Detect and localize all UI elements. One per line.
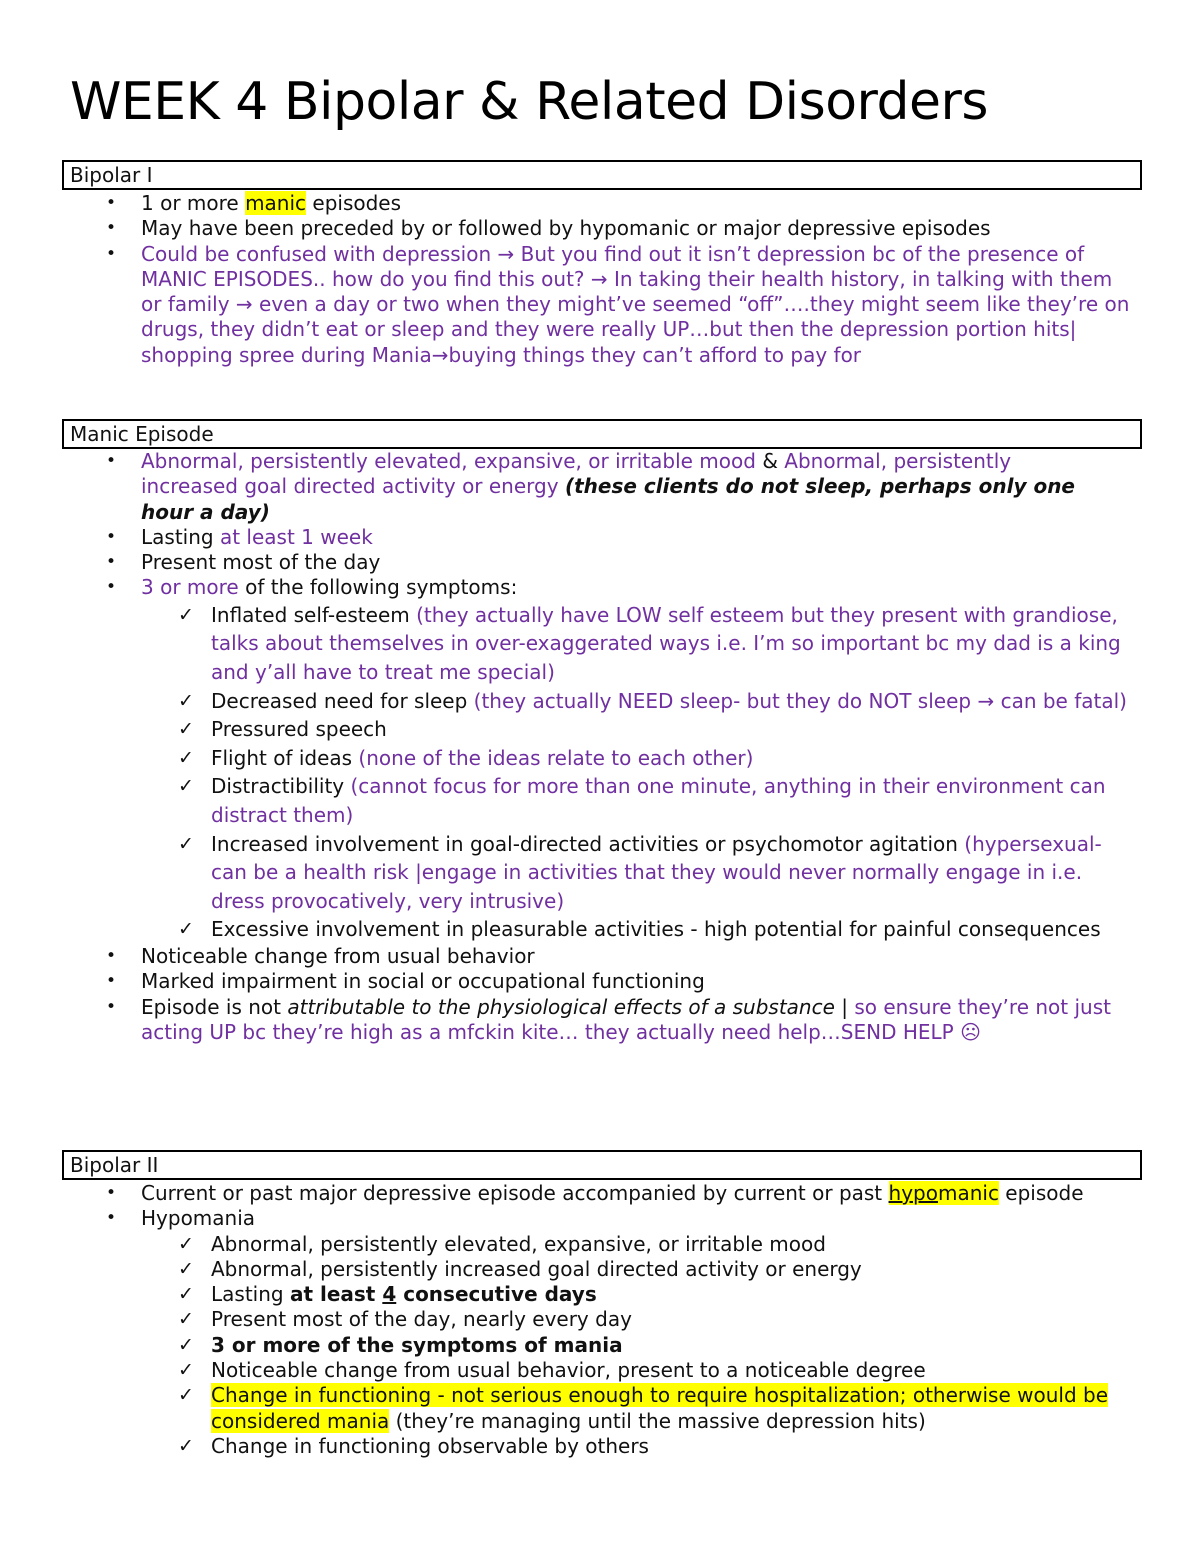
- checkmark-icon: ✓: [178, 1257, 194, 1280]
- check-item: [0, 1257, 1131, 1282]
- checkmark-icon: ✓: [178, 1434, 194, 1457]
- list-item: [0, 995, 1116, 1046]
- check-item: [0, 1383, 1131, 1434]
- item-text: of the following symptoms:: [238, 575, 518, 600]
- checkmark-icon: ✓: [178, 603, 194, 626]
- item-text: |: [834, 994, 855, 1019]
- note-text: Could be confused with depression: [141, 241, 498, 266]
- list-item: [0, 575, 1121, 600]
- bullet-dot-icon: •: [106, 996, 117, 1017]
- list-item: [0, 449, 1106, 525]
- check-item: [0, 687, 1131, 716]
- check-item: [0, 1358, 1131, 1383]
- item-text: Present most of the day, nearly every day: [211, 1307, 632, 1332]
- note-text: Abnormal, persistently elevated, expansive, or irritable mood: [141, 449, 763, 473]
- item-text: Excessive involvement in pleasurable activities - high potential for painful consequences: [211, 917, 1101, 942]
- item-text: Abnormal, persistently increased goal directed activity or energy: [211, 1256, 862, 1281]
- note-text: buying things they can’t afford to pay for: [448, 342, 862, 367]
- page-title: WEEK 4 Bipolar & Related Disorders: [70, 72, 988, 132]
- checkmark-icon: ✓: [178, 1384, 194, 1407]
- item-text: Episode is not: [141, 994, 288, 1019]
- list-item: [0, 525, 1121, 550]
- bullet-dot-icon: •: [106, 1183, 117, 1203]
- list-item: [0, 191, 1121, 216]
- right-arrow-icon: →: [977, 688, 995, 713]
- list-item: [0, 1206, 1121, 1231]
- item-text: &: [762, 449, 778, 473]
- note-text: (cannot focus for more than one minute, anything in their environment can distract them): [211, 774, 1106, 827]
- item-text: Decreased need for sleep: [211, 688, 474, 713]
- italic-text: attributable to the physiological effects of a substance: [287, 994, 835, 1019]
- highlighted-text: manic: [245, 191, 307, 215]
- checkmark-icon: ✓: [178, 1333, 194, 1356]
- item-text: Lasting: [141, 524, 220, 549]
- list-item: [0, 550, 1121, 575]
- list-item: [0, 1181, 1121, 1206]
- right-arrow-icon: →: [497, 241, 515, 266]
- bullet-dot-icon: •: [106, 451, 117, 471]
- section-heading-bipolar-2: Bipolar II: [62, 1150, 1142, 1180]
- item-text: Marked impairment in social or occupational functioning: [141, 969, 705, 994]
- bullet-dot-icon: •: [106, 1208, 117, 1229]
- checkmark-icon: ✓: [178, 918, 194, 941]
- check-item: [0, 744, 1131, 773]
- check-item: [0, 1434, 1131, 1459]
- item-text: Flight of ideas: [211, 745, 359, 770]
- item-text: Change in functioning observable by others: [211, 1433, 649, 1458]
- item-text: Hypomania: [141, 1206, 256, 1231]
- item-text: Distractibility: [211, 774, 351, 799]
- checkmark-icon: ✓: [178, 689, 194, 712]
- item-text: 1 or more: [141, 191, 246, 215]
- checkmark-icon: ✓: [178, 832, 194, 855]
- note-text: even a day or two when they might’ve seemed “off”….they might seem like they’re on drugs, they didn’t eat or sleep and they were really UP…but then the depression portion hits| shopping spree during Mania: [141, 292, 1130, 367]
- bold-text: 3 or more of the symptoms of mania: [211, 1332, 623, 1357]
- checkmark-icon: ✓: [178, 746, 194, 769]
- list-item: [0, 242, 1136, 368]
- list-item: [0, 944, 1121, 969]
- check-item: [0, 915, 1131, 944]
- check-item: [0, 1232, 1131, 1257]
- bullet-dot-icon: •: [106, 526, 117, 547]
- note-text: (they actually have LOW self esteem but they present with grandiose, talks about themselves in over-exaggerated ways i.e. I’m so important bc my dad is a king and y’all have to treat me special): [211, 602, 1121, 684]
- checkmark-icon: ✓: [178, 775, 194, 798]
- item-text: Increased involvement in goal-directed activities or psychomotor agitation: [211, 831, 965, 856]
- note-text: Abnormal, persistently increased goal directed activity or energy: [141, 449, 1012, 499]
- note-text: at least 1 week: [219, 524, 373, 549]
- note-text: In taking their health history, in talking with them or family: [141, 266, 1113, 317]
- item-text: (they’re managing until the massive depression hits): [389, 1408, 926, 1433]
- section-heading-manic-episode: Manic Episode: [62, 419, 1142, 449]
- check-item: [0, 772, 1131, 829]
- note-text: (they actually NEED sleep- but they do NOT sleep: [473, 688, 978, 713]
- bullet-dot-icon: •: [106, 193, 117, 213]
- check-item: [0, 601, 1131, 687]
- highlighted-text: Change in functioning - not serious enough to require hospitalization; otherwise would be considered mania: [211, 1383, 1109, 1433]
- bold-text: consecutive days: [396, 1282, 597, 1307]
- item-text: episode: [998, 1181, 1084, 1205]
- bullet-dot-icon: •: [106, 243, 117, 264]
- item-text: Present most of the day: [141, 550, 381, 575]
- bullet-dot-icon: •: [106, 577, 117, 598]
- item-text: Noticeable change from usual behavior, present to a noticeable degree: [211, 1358, 926, 1383]
- note-text: can be fatal): [994, 688, 1127, 713]
- item-text: Abnormal, persistently elevated, expansive, or irritable mood: [211, 1231, 826, 1256]
- item-text: Lasting: [211, 1282, 290, 1307]
- bold-text: at least: [289, 1282, 383, 1307]
- right-arrow-icon: →: [431, 342, 449, 367]
- checkmark-icon: ✓: [178, 1308, 194, 1331]
- check-item: [0, 715, 1131, 744]
- check-item: [0, 830, 1131, 916]
- check-item: [0, 1282, 1131, 1307]
- item-text: Inflated self-esteem: [211, 602, 417, 627]
- sad-face-icon: ☹: [960, 1019, 981, 1044]
- item-text: May have been preceded by or followed by hypomanic or major depressive episodes: [141, 216, 991, 241]
- note-text: (none of the ideas relate to each other): [358, 745, 754, 770]
- bullet-dot-icon: •: [106, 971, 117, 992]
- item-text: Current or past major depressive episode accompanied by current or past: [141, 1181, 889, 1205]
- highlighted-text: hypo: [888, 1181, 938, 1205]
- item-text: Pressured speech: [211, 717, 387, 742]
- emphasis-text: (these clients do not sleep, perhaps only one hour a day): [141, 474, 1075, 524]
- bullet-dot-icon: •: [106, 945, 117, 966]
- checkmark-icon: ✓: [178, 1359, 194, 1382]
- note-text: (hypersexual- can be a health risk |engage in activities that they would never normally engage in i.e. dress provocatively, very intrusive): [211, 831, 1102, 913]
- list-item: [0, 216, 1121, 241]
- note-text: so ensure they’re not just acting UP bc they’re high as a mfckin kite… they actually need help…SEND HELP: [141, 994, 1111, 1044]
- bold-text: 4: [382, 1282, 397, 1307]
- bullet-dot-icon: •: [106, 552, 117, 573]
- manic-episode-list: [0, 449, 1200, 1045]
- checkmark-icon: ✓: [178, 1232, 194, 1255]
- checkmark-icon: ✓: [178, 718, 194, 741]
- bullet-dot-icon: •: [106, 218, 117, 239]
- section-heading-bipolar-1: Bipolar I: [62, 160, 1142, 190]
- right-arrow-icon: →: [235, 292, 253, 317]
- checkmark-icon: ✓: [178, 1283, 194, 1306]
- right-arrow-icon: →: [590, 266, 608, 291]
- note-text: But you find out it isn’t depression bc of the presence of MANIC EPISODES.. how do you find this out?: [141, 241, 1085, 291]
- item-text: episodes: [306, 191, 402, 215]
- list-item: [0, 969, 1121, 994]
- check-item: [0, 1333, 1131, 1358]
- check-item: [0, 1307, 1131, 1332]
- item-text: Noticeable change from usual behavior: [141, 943, 535, 968]
- bipolar-2-list: [0, 1181, 1200, 1459]
- highlighted-text: manic: [937, 1181, 999, 1205]
- note-text: 3 or more: [141, 575, 239, 600]
- bipolar-1-list: [0, 191, 1200, 368]
